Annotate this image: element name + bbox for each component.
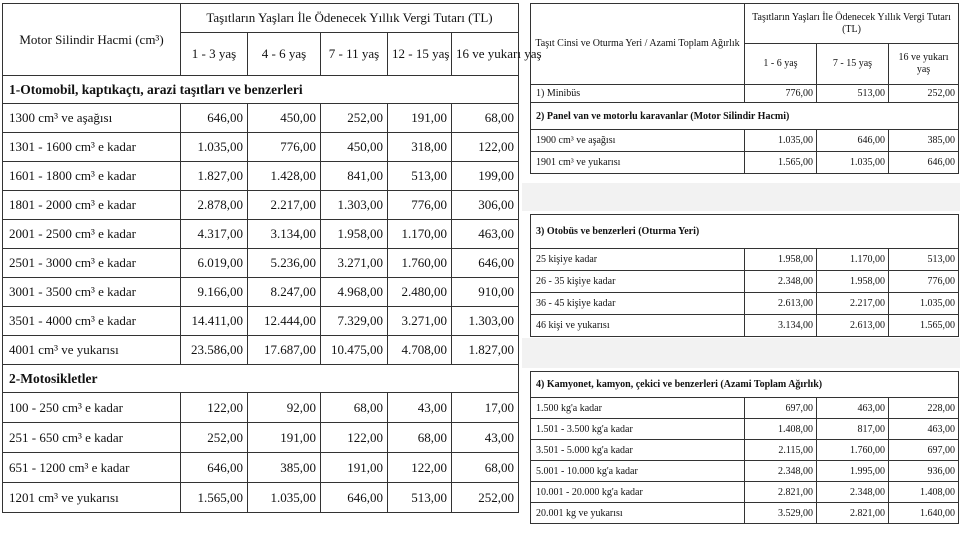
row-label: 10.001 - 20.000 kg'a kadar <box>531 482 745 503</box>
row-label: 1) Minibüs <box>531 85 745 103</box>
tax-value: 2.348,00 <box>817 482 889 503</box>
tax-value: 697,00 <box>889 440 959 461</box>
tax-value: 697,00 <box>745 398 817 419</box>
tax-value: 1.035,00 <box>248 483 321 513</box>
table-row <box>531 85 959 103</box>
tax-value: 513,00 <box>889 249 959 271</box>
row-label: 1300 cm³ ve aşağısı <box>3 104 181 133</box>
tax-value: 7.329,00 <box>321 307 388 336</box>
table-row <box>531 152 959 174</box>
tax-value: 450,00 <box>321 133 388 162</box>
tax-value: 2.821,00 <box>817 503 889 524</box>
age-column-header: 1 - 3 yaş <box>181 33 248 76</box>
tax-value: 646,00 <box>889 152 959 174</box>
tax-value: 252,00 <box>452 483 519 513</box>
tax-value: 1.565,00 <box>889 315 959 337</box>
tax-value: 1.958,00 <box>817 271 889 293</box>
table-row <box>3 307 519 336</box>
age-column-header: 7 - 11 yaş <box>321 33 388 76</box>
age-column-header: 4 - 6 yaş <box>248 33 321 76</box>
tax-value: 252,00 <box>889 85 959 103</box>
tax-value: 646,00 <box>817 130 889 152</box>
tax-value: 2.613,00 <box>817 315 889 337</box>
tax-value: 1.827,00 <box>452 336 519 365</box>
table-row <box>531 503 959 524</box>
section-title: 1-Otomobil, kaptıkaçtı, arazi taşıtları ve benzerleri <box>3 76 519 104</box>
tax-value: 68,00 <box>388 423 452 453</box>
row-label: 100 - 250 cm³ e kadar <box>3 393 181 423</box>
tax-value: 122,00 <box>388 453 452 483</box>
tax-value: 1.640,00 <box>889 503 959 524</box>
table-row <box>531 482 959 503</box>
tax-value: 191,00 <box>248 423 321 453</box>
tax-value: 463,00 <box>817 398 889 419</box>
age-column-header: 7 - 15 yaş <box>817 44 889 85</box>
row-label: 1901 cm³ ve yukarısı <box>531 152 745 174</box>
table-row <box>531 249 959 271</box>
tax-value: 3.134,00 <box>248 220 321 249</box>
tax-value: 1.408,00 <box>745 419 817 440</box>
section-title: 3) Otobüs ve benzerleri (Oturma Yeri) <box>531 215 959 249</box>
tax-value: 122,00 <box>181 393 248 423</box>
row-label: 46 kişi ve yukarısı <box>531 315 745 337</box>
tax-value: 92,00 <box>248 393 321 423</box>
tax-value: 17.687,00 <box>248 336 321 365</box>
tax-value: 1.958,00 <box>321 220 388 249</box>
tax-value: 513,00 <box>388 162 452 191</box>
row-label: 251 - 650 cm³ e kadar <box>3 423 181 453</box>
tax-value: 199,00 <box>452 162 519 191</box>
tax-value: 1.760,00 <box>817 440 889 461</box>
table-row <box>3 336 519 365</box>
age-column-header: 16 ve yukarı yaş <box>452 33 519 76</box>
tax-value: 776,00 <box>889 271 959 293</box>
tax-value: 1.303,00 <box>321 191 388 220</box>
table-row <box>3 104 519 133</box>
tax-value: 3.134,00 <box>745 315 817 337</box>
tax-value: 776,00 <box>248 133 321 162</box>
section-header-row <box>3 365 519 393</box>
table-gap <box>522 183 960 211</box>
tax-value: 12.444,00 <box>248 307 321 336</box>
bus-tax-table <box>530 214 959 337</box>
table-row <box>531 293 959 315</box>
row-label: 4001 cm³ ve yukarısı <box>3 336 181 365</box>
table-row <box>3 191 519 220</box>
tax-value: 463,00 <box>452 220 519 249</box>
tax-value: 1.565,00 <box>745 152 817 174</box>
tax-value: 4.317,00 <box>181 220 248 249</box>
car-motorcycle-tax-table <box>2 3 542 513</box>
tax-value: 2.348,00 <box>745 461 817 482</box>
tax-value: 68,00 <box>321 393 388 423</box>
tax-value: 2.348,00 <box>745 271 817 293</box>
table-row <box>3 133 519 162</box>
row-label: 1.500 kg'a kadar <box>531 398 745 419</box>
row-label: 20.001 kg ve yukarısı <box>531 503 745 524</box>
tax-value: 646,00 <box>181 453 248 483</box>
tax-value: 385,00 <box>889 130 959 152</box>
age-column-header: 1 - 6 yaş <box>745 44 817 85</box>
table-row <box>3 393 519 423</box>
tax-value: 17,00 <box>452 393 519 423</box>
tax-value: 1.565,00 <box>181 483 248 513</box>
tax-value: 4.708,00 <box>388 336 452 365</box>
row-label: 2001 - 2500 cm³ e kadar <box>3 220 181 249</box>
tax-value: 3.271,00 <box>321 249 388 278</box>
row-label: 3501 - 4000 cm³ e kadar <box>3 307 181 336</box>
section-title: 2) Panel van ve motorlu karavanlar (Motor Silindir Hacmi) <box>531 103 959 130</box>
tax-value: 385,00 <box>248 453 321 483</box>
vehicle-type-header: Taşıt Cinsi ve Oturma Yeri / Azami Toplam Ağırlık <box>531 4 745 85</box>
row-label: 1.501 - 3.500 kg'a kadar <box>531 419 745 440</box>
tax-value: 252,00 <box>181 423 248 453</box>
table-row <box>3 453 519 483</box>
tax-value: 1.035,00 <box>745 130 817 152</box>
tax-value: 2.217,00 <box>248 191 321 220</box>
tax-value: 318,00 <box>388 133 452 162</box>
tax-value: 191,00 <box>388 104 452 133</box>
row-label: 36 - 45 kişiye kadar <box>531 293 745 315</box>
section-header-row <box>531 215 959 249</box>
tax-value: 5.236,00 <box>248 249 321 278</box>
tax-value: 1.428,00 <box>248 162 321 191</box>
row-label: 26 - 35 kişiye kadar <box>531 271 745 293</box>
tax-value: 841,00 <box>321 162 388 191</box>
row-label: 3.501 - 5.000 kg'a kadar <box>531 440 745 461</box>
table-row <box>3 278 519 307</box>
tax-value: 1.760,00 <box>388 249 452 278</box>
tax-value: 1.035,00 <box>889 293 959 315</box>
tax-value: 14.411,00 <box>181 307 248 336</box>
tax-value: 1.035,00 <box>181 133 248 162</box>
tax-value: 1.170,00 <box>817 249 889 271</box>
table-row <box>3 483 519 513</box>
tax-value: 3.529,00 <box>745 503 817 524</box>
tax-value: 68,00 <box>452 104 519 133</box>
table-gap <box>522 338 960 368</box>
tax-value: 2.613,00 <box>745 293 817 315</box>
row-label: 1301 - 1600 cm³ e kadar <box>3 133 181 162</box>
row-label: 3001 - 3500 cm³ e kadar <box>3 278 181 307</box>
tax-value: 3.271,00 <box>388 307 452 336</box>
row-label: 25 kişiye kadar <box>531 249 745 271</box>
tax-value: 10.475,00 <box>321 336 388 365</box>
row-label: 1601 - 1800 cm³ e kadar <box>3 162 181 191</box>
age-column-header: 16 ve yukarı yaş <box>889 44 959 85</box>
tax-group-header-right: Taşıtların Yaşları İle Ödenecek Yıllık Vergi Tutarı (TL) <box>745 4 959 44</box>
row-label: 2501 - 3000 cm³ e kadar <box>3 249 181 278</box>
section-header-row <box>531 103 959 130</box>
tax-value: 646,00 <box>452 249 519 278</box>
tax-value: 513,00 <box>388 483 452 513</box>
table-row <box>3 249 519 278</box>
section-title: 4) Kamyonet, kamyon, çekici ve benzerleri (Azami Toplam Ağırlık) <box>531 372 959 398</box>
tax-value: 1.408,00 <box>889 482 959 503</box>
row-label: 1900 cm³ ve aşağısı <box>531 130 745 152</box>
tax-value: 513,00 <box>817 85 889 103</box>
tax-value: 122,00 <box>452 133 519 162</box>
tax-value: 252,00 <box>321 104 388 133</box>
row-label: 1201 cm³ ve yukarısı <box>3 483 181 513</box>
truck-tax-table <box>530 371 959 524</box>
tax-value: 936,00 <box>889 461 959 482</box>
minibus-panelvan-tax-table <box>530 3 959 174</box>
tax-value: 2.480,00 <box>388 278 452 307</box>
engine-volume-header: Motor Silindir Hacmi (cm³) <box>3 4 181 76</box>
tax-value: 1.995,00 <box>817 461 889 482</box>
tax-value: 776,00 <box>745 85 817 103</box>
tax-value: 23.586,00 <box>181 336 248 365</box>
tax-value: 910,00 <box>452 278 519 307</box>
tax-value: 68,00 <box>452 453 519 483</box>
tax-value: 1.170,00 <box>388 220 452 249</box>
section-header-row <box>3 76 519 104</box>
tax-value: 306,00 <box>452 191 519 220</box>
tax-value: 228,00 <box>889 398 959 419</box>
tax-value: 450,00 <box>248 104 321 133</box>
table-row <box>3 162 519 191</box>
table-row <box>531 398 959 419</box>
row-label: 5.001 - 10.000 kg'a kadar <box>531 461 745 482</box>
tax-value: 817,00 <box>817 419 889 440</box>
section-header-row <box>531 372 959 398</box>
tax-value: 43,00 <box>388 393 452 423</box>
row-label: 651 - 1200 cm³ e kadar <box>3 453 181 483</box>
tax-value: 43,00 <box>452 423 519 453</box>
tax-value: 122,00 <box>321 423 388 453</box>
tax-value: 9.166,00 <box>181 278 248 307</box>
tax-value: 4.968,00 <box>321 278 388 307</box>
tax-value: 1.035,00 <box>817 152 889 174</box>
tax-value: 8.247,00 <box>248 278 321 307</box>
table-row <box>531 419 959 440</box>
tax-value: 6.019,00 <box>181 249 248 278</box>
tax-value: 1.827,00 <box>181 162 248 191</box>
tax-value: 776,00 <box>388 191 452 220</box>
tax-value: 2.115,00 <box>745 440 817 461</box>
tax-value: 2.217,00 <box>817 293 889 315</box>
section-title: 2-Motosikletler <box>3 365 519 393</box>
tax-value: 646,00 <box>321 483 388 513</box>
row-label: 1801 - 2000 cm³ e kadar <box>3 191 181 220</box>
table-row <box>3 423 519 453</box>
table-row <box>531 461 959 482</box>
tax-value: 1.958,00 <box>745 249 817 271</box>
tax-value: 1.303,00 <box>452 307 519 336</box>
tax-value: 2.878,00 <box>181 191 248 220</box>
table-row <box>3 220 519 249</box>
table-row <box>531 315 959 337</box>
tax-group-header: Taşıtların Yaşları İle Ödenecek Yıllık Vergi Tutarı (TL) <box>181 4 519 33</box>
table-row <box>531 440 959 461</box>
table-row <box>531 130 959 152</box>
age-column-header: 12 - 15 yaş <box>388 33 452 76</box>
tax-value: 191,00 <box>321 453 388 483</box>
tax-value: 2.821,00 <box>745 482 817 503</box>
table-row <box>531 271 959 293</box>
tax-value: 463,00 <box>889 419 959 440</box>
tax-value: 646,00 <box>181 104 248 133</box>
